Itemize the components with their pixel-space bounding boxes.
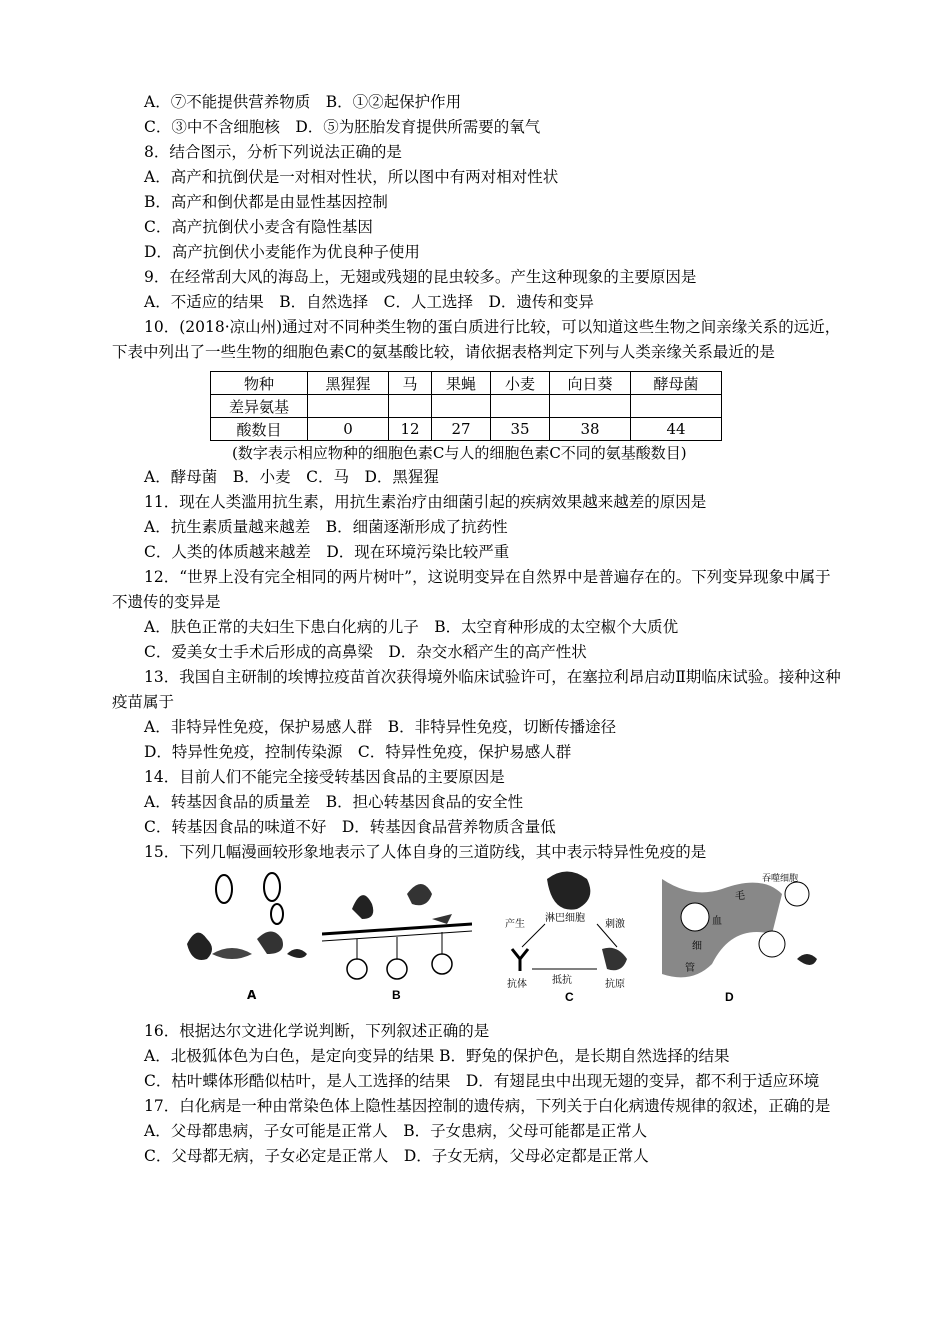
table-cell — [432, 395, 491, 418]
label-blood: 血 — [712, 916, 722, 927]
table-cell — [308, 395, 389, 418]
q8-option-a: A．高产和抗倒伏是一对相对性状，所以图中有两对相对性状 — [144, 168, 559, 186]
table-cell — [491, 395, 550, 418]
q14-option-cd: C．转基因食品的味道不好 D．转基因食品营养物质含量低 — [144, 818, 556, 836]
q12-stem: 12．“世界上没有完全相同的两片树叶”，这说明变异在自然界中是普遍存在的。下列变异现象中属于不遗传的变异是 — [112, 568, 831, 611]
q17-option-cd: C．父母都无病，子女必定是正常人 D．子女无病，父母必定都是正常人 — [144, 1147, 649, 1165]
table-header-row — [211, 372, 722, 395]
q16-stem: 16．根据达尔文进化学说判断，下列叙述正确的是 — [144, 1022, 490, 1040]
label-resist: 抵抗 — [552, 975, 572, 986]
q13-option-ab: A．非特异性免疫，保护易感人群 B．非特异性免疫，切断传播途径 — [144, 718, 617, 736]
label-tube: 管 — [685, 963, 695, 974]
table-cell: 12 — [389, 418, 432, 441]
q8-stem: 8．结合图示，分析下列说法正确的是 — [144, 143, 402, 161]
q11-stem: 11．现在人类滥用抗生素，用抗生素治疗由细菌引起的疾病效果越来越差的原因是 — [144, 493, 707, 511]
q10-options: A．酵母菌 B．小麦 C．马 D．黑猩猩 — [144, 468, 439, 486]
table-cell: 0 — [308, 418, 389, 441]
table-cell: 27 — [432, 418, 491, 441]
table-cell: 35 — [491, 418, 550, 441]
q17-stem: 17．白化病是一种由常染色体上隐性基因控制的遗传病，下列关于白化病遗传规律的叙述，正确的是 — [144, 1097, 831, 1115]
cartoon-c-antibody-diagram — [497, 869, 647, 1004]
q17-option-ab: A．父母都患病，子女可能是正常人 B．子女患病，父母可能都是正常人 — [144, 1122, 648, 1140]
q8-option-d: D．高产抗倒伏小麦能作为优良种子使用 — [144, 243, 420, 261]
table-cell: 酸数目 — [211, 418, 308, 441]
table-cell: 44 — [631, 418, 722, 441]
table-cell: 向日葵 — [550, 372, 631, 395]
label-stimulate: 刺激 — [605, 919, 625, 930]
q12-option-ab: A．肤色正常的夫妇生下患白化病的儿子 B．太空育种形成的太空椒个大质优 — [144, 618, 679, 636]
label-antigen: 抗原 — [605, 979, 625, 990]
cartoon-a-skin-barrier — [182, 869, 322, 1004]
amino-acid-table — [210, 371, 722, 441]
table-row — [211, 395, 722, 418]
q13-option-dc: D．特异性免疫，控制传染源 C．特异性免疫，保护易感人群 — [144, 743, 572, 761]
table-cell — [389, 395, 432, 418]
q7-option-cd: C．③中不含细胞核 D．⑤为胚胎发育提供所需要的氧气 — [144, 118, 541, 136]
q10-stem: 10．(2018·凉山州)通过对不同种类生物的蛋白质进行比较，可以知道这些生物之间亲缘关系的远近，下表中列出了一些生物的细胞色素C的氨基酸比较，请依据表格判定下列与人类亲缘关系最近的是 — [112, 318, 841, 361]
table-cell: 小麦 — [491, 372, 550, 395]
table-cell — [631, 395, 722, 418]
q16-option-cd: C．枯叶蝶体形酷似枯叶，是人工选择的结果 D．有翅昆虫中出现无翅的变异，都不利于适应环境 — [144, 1072, 820, 1090]
label-lymph-cell: 淋巴细胞 — [545, 913, 585, 924]
q11-option-ab: A．抗生素质量越来越差 B．细菌逐渐形成了抗药性 — [144, 518, 508, 536]
figure-label-a: A — [247, 988, 257, 1002]
q14-stem: 14．目前人们不能完全接受转基因食品的主要原因是 — [144, 768, 505, 786]
table-cell: 黑猩猩 — [308, 372, 389, 395]
q13-stem: 13．我国自主研制的埃博拉疫苗首次获得境外临床试验许可，在塞拉利昂启动Ⅱ期临床试验。接种这种疫苗属于 — [112, 668, 841, 711]
label-produce: 产生 — [505, 919, 525, 930]
label-phagocyte: 吞噬细胞 — [762, 873, 799, 883]
table-row — [211, 418, 722, 441]
q11-option-cd: C．人类的体质越来越差 D．现在环境污染比较严重 — [144, 543, 510, 561]
q7-option-ab: A．⑦不能提供营养物质 B．①②起保护作用 — [144, 93, 462, 111]
table-cell: 马 — [389, 372, 432, 395]
q15-stem: 15．下列几幅漫画较形象地表示了人体自身的三道防线，其中表示特异性免疫的是 — [144, 843, 707, 861]
q14-option-ab: A．转基因食品的质量差 B．担心转基因食品的安全性 — [144, 793, 524, 811]
figure-label-b: B — [392, 988, 401, 1002]
table-note: (数字表示相应物种的细胞色素C与人的细胞色素C不同的氨基酸数目) — [232, 444, 687, 462]
table-cell: 差异氨基 — [211, 395, 308, 418]
q9-stem: 9．在经常刮大风的海岛上，无翅或残翅的昆虫较多。产生这种现象的主要原因是 — [144, 268, 697, 286]
exam-page — [112, 90, 842, 1169]
q16-option-ab: A．北极狐体色为白色，是定向变异的结果 B．野兔的保护色，是长期自然选择的结果 — [144, 1047, 730, 1065]
cartoon-d-phagocyte-capillary — [657, 869, 827, 1004]
defense-cartoons — [112, 869, 842, 1009]
label-hair: 毛 — [735, 891, 745, 902]
table-cell: 酵母菌 — [631, 372, 722, 395]
table-cell — [550, 395, 631, 418]
figure-label-c: C — [565, 990, 574, 1004]
q9-options: A．不适应的结果 B．自然选择 C．人工选择 D．遗传和变异 — [144, 293, 594, 311]
table-cell: 果蝇 — [432, 372, 491, 395]
label-antibody: 抗体 — [507, 979, 527, 990]
figure-label-d: D — [725, 990, 734, 1004]
q12-option-cd: C．爱美女士手术后形成的高鼻梁 D．杂交水稻产生的高产性状 — [144, 643, 587, 661]
q8-option-c: C．高产抗倒伏小麦含有隐性基因 — [144, 218, 373, 236]
label-thin: 细 — [692, 941, 702, 952]
q8-option-b: B．高产和倒伏都是由显性基因控制 — [144, 193, 388, 211]
table-cell: 物种 — [211, 372, 308, 395]
cartoon-b-phagocyte-barrier — [322, 869, 472, 1004]
table-cell: 38 — [550, 418, 631, 441]
